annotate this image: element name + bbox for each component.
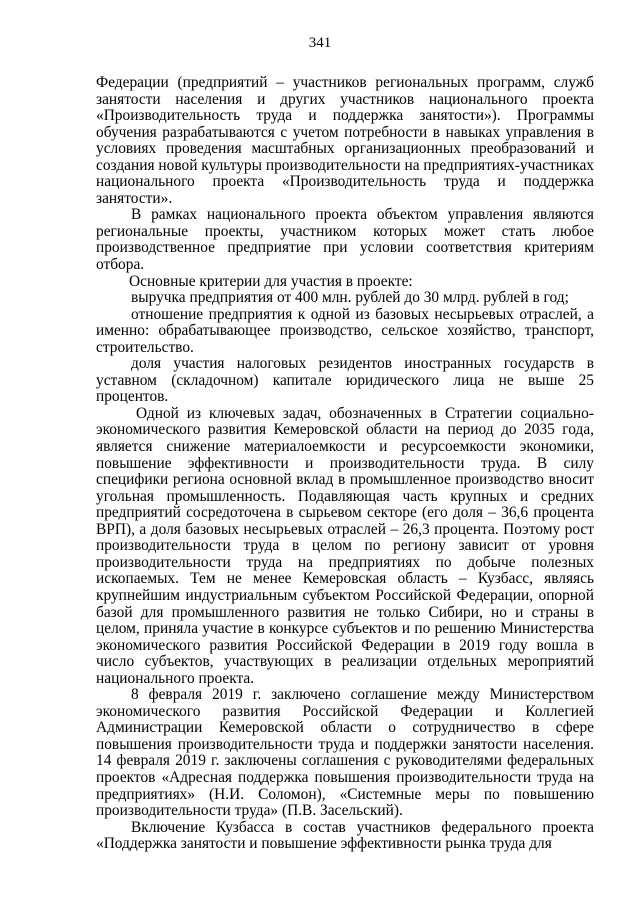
- paragraph-criteria-heading: Основные критерии для участия в проекте:: [129, 272, 413, 290]
- page-number: 341: [308, 35, 332, 51]
- paragraph-project-regional: В рамках национального проекта объектом управления являются региональные проекты, участником которых может стать любое производственное предприятие при условии соответствия критериям отбора.: [96, 206, 594, 274]
- body-text: [96, 75, 594, 853]
- paragraph-continuation: Федерации (предприятий – участников региональных программ, служб занятости населения и других участников национального проекта «Производительность труда и поддержка занятости»). Программы обучения разрабатываются с учетом потребности в навыках управления в условиях проведения масштабных организационных преобразований и создания новой культуры производительности на предприятиях-участниках национального проекта «Производительность труда и поддержка занятости».: [96, 74, 594, 207]
- paragraph-criterion-industry: отношение предприятия к одной из базовых несырьевых отраслей, а именно: обрабатывающее производство, сельское хозяйство, транспорт, строительство.: [96, 305, 594, 356]
- paragraph-criterion-foreign-share: доля участия налоговых резидентов иностранных государств в уставном (складочном) капитале юридического лица не выше 25 процентов.: [96, 355, 594, 406]
- paragraph-agreement: 8 февраля 2019 г. заключено соглашение между Министерством экономического развития Российской Федерации и Коллегией Администрации Кемеровской области о сотрудничество в сфере повышения производительности труда и поддержки занятости населения. 14 февраля 2019 г. заключены соглашения с руководителями федеральных проектов «Адресная поддержка повышения производительности труда на предприятиях» (Н.И. Соломон), «Системные меры по повышению производительности труда» (П.В. Засельский).: [96, 686, 594, 820]
- paragraph-criterion-revenue: выручка предприятия от 400 млн. рублей до 30 млрд. рублей в год;: [131, 289, 569, 307]
- paragraph-kuzbass-inclusion: Включение Кузбасса в состав участников федерального проекта «Поддержка занятости и повышение эффективности рынка труда для: [96, 818, 594, 853]
- paragraph-strategy: Одной из ключевых задач, обозначенных в Стратегии социально-экономического развития Кемеровской области на период до 2035 года, является снижение материалоемкости и ресурсоемкости экономики, повышение эффективности и производительности труда. В силу специфики региона основной вклад в промышленное производство вносит угольная промышленность. Подавляющая часть крупных и средних предприятий сосредоточена в сырьевом секторе (его доля – 36,6 процента ВРП), а доля базовых несырьевых отраслей – 26,3 процента. Поэтому рост производительности труда в целом по региону зависит от уровня производительности труда на предприятиях по добыче полезных ископаемых. Тем не менее Кемеровская область – Кузбасс, являясь крупнейшим индустриальным субъектом Российской Федерации, опорной базой для промышленного развития не только Сибири, но и страны в целом, приняла участие в конкурсе субъектов и по решению Министерства экономического развития Российской Федерации в 2019 году вошла в число субъектов, участвующих в реализации отдельных мероприятий национального проекта.: [96, 404, 594, 687]
